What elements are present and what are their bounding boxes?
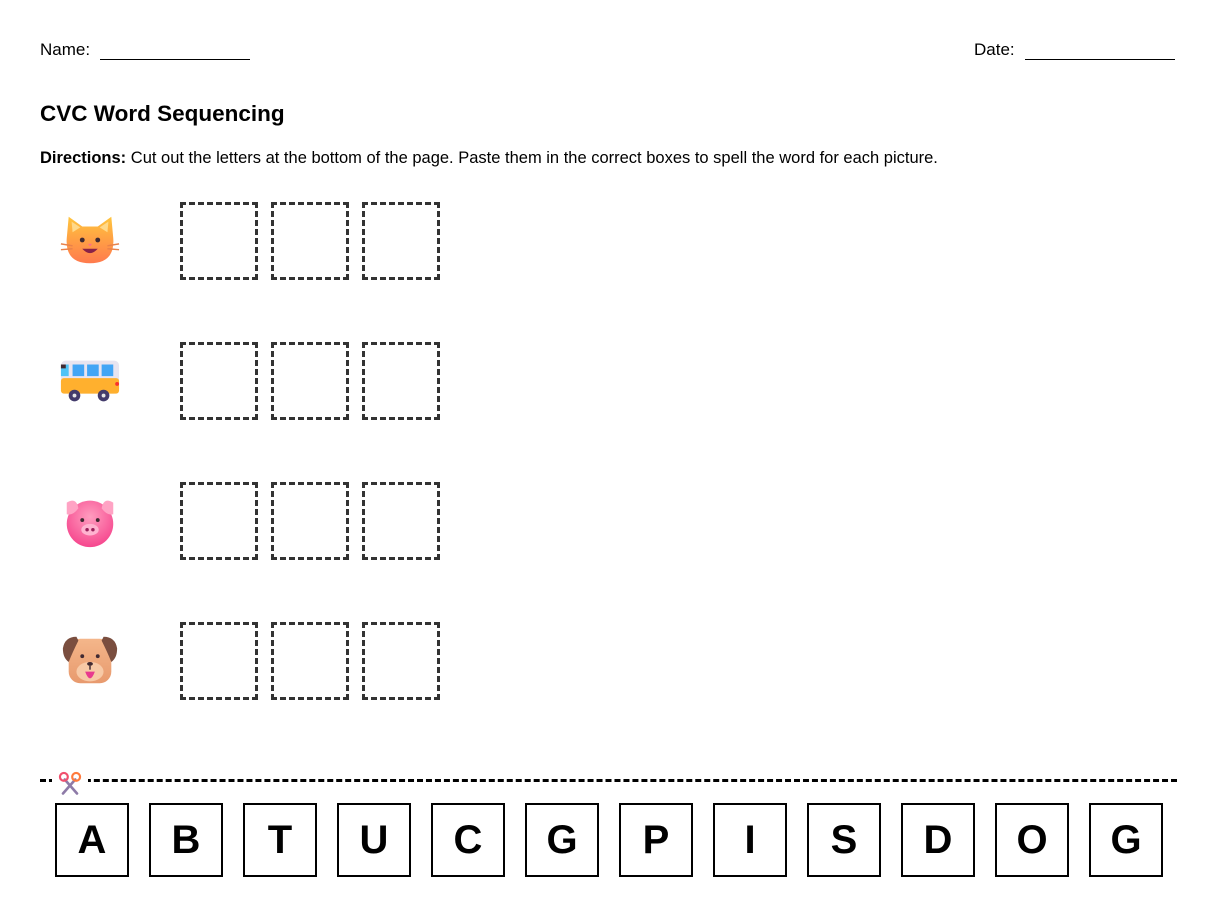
letter-box-1[interactable] (180, 622, 258, 700)
letter-tile[interactable]: P (619, 803, 693, 877)
letter-tiles (55, 803, 1163, 877)
letter-boxes (180, 202, 440, 280)
letter-box-2[interactable] (271, 202, 349, 280)
letter-tile[interactable]: B (149, 803, 223, 877)
word-row-dog (40, 622, 140, 697)
directions-label: Directions: (40, 149, 127, 167)
directions (40, 149, 938, 168)
directions-text: Cut out the letters at the bottom of the page. Paste them in the correct boxes to spell the word for each picture. (126, 149, 938, 167)
scissors-icon (52, 768, 88, 798)
letter-tile[interactable]: S (807, 803, 881, 877)
letter-tile[interactable]: A (55, 803, 129, 877)
letter-tile[interactable]: T (243, 803, 317, 877)
letter-tile[interactable]: G (1089, 803, 1163, 877)
letter-boxes (180, 482, 440, 560)
letter-box-2[interactable] (271, 482, 349, 560)
letter-box-2[interactable] (271, 622, 349, 700)
letter-box-3[interactable] (362, 622, 440, 700)
worksheet-title: CVC Word Sequencing (40, 101, 285, 126)
letter-box-1[interactable] (180, 202, 258, 280)
letter-box-3[interactable] (362, 202, 440, 280)
bus-icon (40, 342, 140, 417)
name-blank-line[interactable] (100, 38, 250, 60)
letter-tile[interactable]: O (995, 803, 1069, 877)
date-label: Date: (974, 40, 1015, 59)
pig-face-icon (40, 482, 140, 557)
letter-box-3[interactable] (362, 482, 440, 560)
name-field (40, 38, 250, 60)
letter-box-3[interactable] (362, 342, 440, 420)
word-row-pig (40, 482, 140, 557)
date-field (974, 38, 1175, 60)
letter-tile[interactable]: I (713, 803, 787, 877)
letter-box-2[interactable] (271, 342, 349, 420)
name-label: Name: (40, 40, 91, 59)
dog-face-icon (40, 622, 140, 697)
word-row-cat (40, 202, 140, 277)
letter-tile[interactable]: C (431, 803, 505, 877)
letter-box-1[interactable] (180, 342, 258, 420)
word-row-bus (40, 342, 140, 417)
letter-boxes (180, 342, 440, 420)
letter-tile[interactable]: G (525, 803, 599, 877)
letter-tile[interactable]: U (337, 803, 411, 877)
cut-line (40, 779, 1177, 782)
date-blank-line[interactable] (1025, 38, 1175, 60)
letter-boxes (180, 622, 440, 700)
letter-tile[interactable]: D (901, 803, 975, 877)
letter-box-1[interactable] (180, 482, 258, 560)
cat-face-icon (40, 202, 140, 277)
